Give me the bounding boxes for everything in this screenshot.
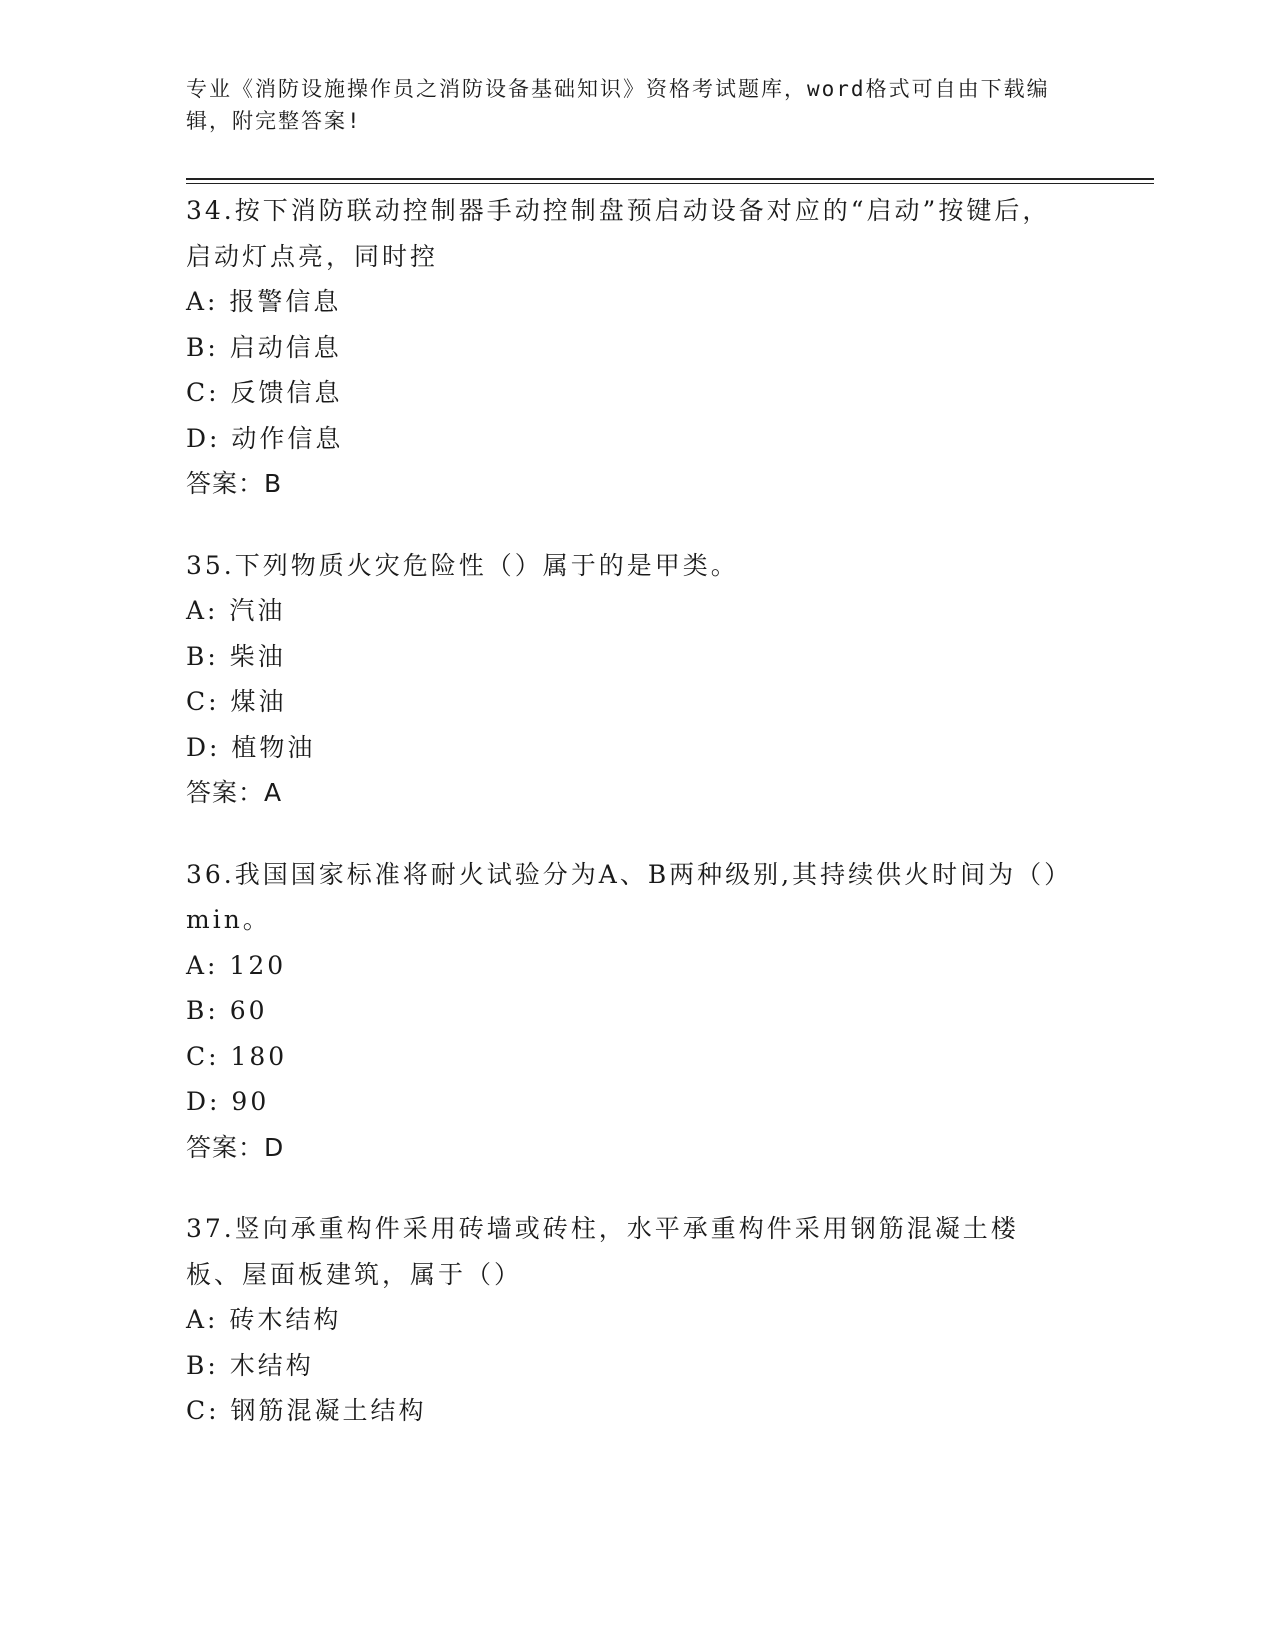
option-d: D: 植物油 [186,732,316,762]
question-37 [186,1206,1066,1434]
question-35 [186,543,1066,816]
answer-line: 答案：D [186,1132,285,1162]
question-stem: 35.下列物质火灾危险性（）属于的是甲类。 [186,550,739,580]
option-b: B: 60 [186,996,268,1025]
question-stem: 34.按下消防联动控制器手动控制盘预启动设备对应的“启动”按键后，启动灯点亮，同时控 [186,196,1051,271]
option-a: A: 报警信息 [186,287,342,316]
question-list [186,188,1066,1470]
option-b: B: 木结构 [186,1350,314,1380]
question-stem: 37.竖向承重构件采用砖墙或砖柱，水平承重构件采用钢筋混凝土楼板、屋面板建筑，属于（） [186,1214,1019,1289]
header-divider [186,178,1154,184]
option-c: C: 钢筋混凝土结构 [186,1396,427,1425]
option-a: A: 汽油 [186,596,286,625]
option-c: C: 180 [186,1041,288,1071]
option-d: D: 90 [186,1087,270,1116]
option-a: A: 120 [186,950,287,980]
document-intro: 专业《消防设施操作员之消防设备基础知识》资格考试题库，word格式可自由下载编辑，附完整答案! [186,77,1050,133]
option-c: C: 反馈信息 [186,378,343,407]
option-c: C: 煤油 [186,687,287,716]
answer-line: 答案：B [186,469,283,498]
question-stem: 36.我国国家标准将耐火试验分为A、B两种级别,其持续供火时间为（）min。 [186,859,1060,934]
option-a: A: 砖木结构 [186,1305,342,1334]
option-d: D: 动作信息 [186,423,344,453]
question-36 [186,852,1066,1171]
answer-line: 答案：A [186,778,283,807]
option-b: B: 柴油 [186,641,286,671]
question-34 [186,188,1066,507]
option-b: B: 启动信息 [186,332,342,362]
